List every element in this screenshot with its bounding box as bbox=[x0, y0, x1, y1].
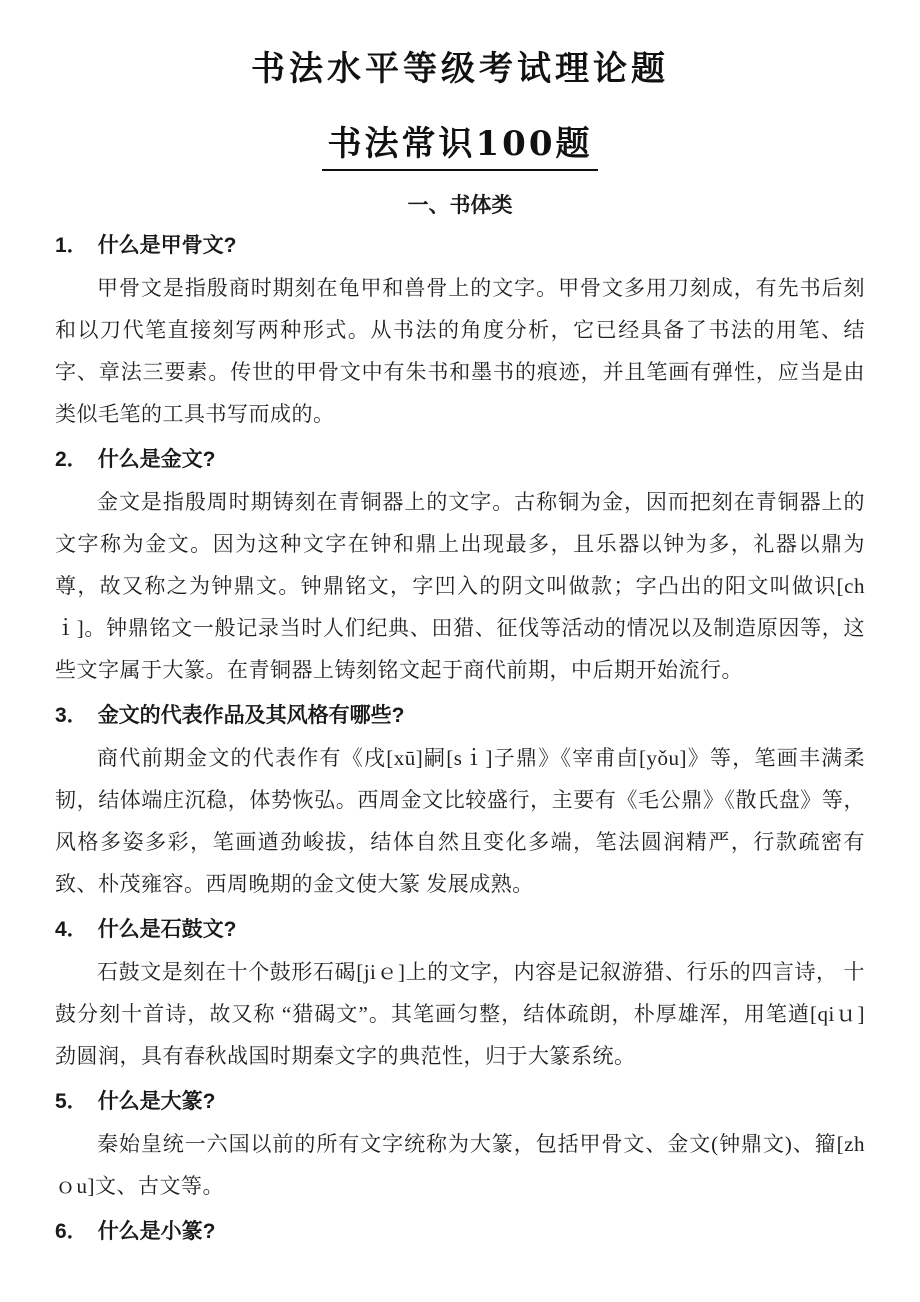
question-title: 什么是小篆? bbox=[97, 1220, 216, 1243]
question-item-2 bbox=[55, 439, 865, 691]
question-item-4 bbox=[55, 909, 865, 1077]
question-item-5 bbox=[55, 1081, 865, 1207]
question-number: 2． bbox=[55, 448, 88, 471]
question-item-3 bbox=[55, 695, 865, 905]
section-heading: 一、书体类 bbox=[407, 194, 513, 217]
question-title: 什么是大篆? bbox=[97, 1090, 216, 1113]
question-item-6 bbox=[55, 1211, 865, 1253]
question-answer-2: 金文是指殷周时期铸刻在青铜器上的文字。古称铜为金，因而把刻在青铜器上的文字称为金文。因为这种文字在钟和鼎上出现最多，且乐器以钟为多，礼器以鼎为尊，故又称之为钟鼎文。钟鼎铭文，字凹入的阴文叫做款；字凸出的阳文叫做识[chｉ]。钟鼎铭文一般记录当时人们纪典、田猎、征伐等活动的情况以及制造原因等，这些文字属于大篆。在青铜器上铸刻铭文起于商代前期，中后期开始流行。 bbox=[55, 490, 865, 682]
question-number: 4． bbox=[55, 918, 88, 941]
question-answer-1: 甲骨文是指殷商时期刻在龟甲和兽骨上的文字。甲骨文多用刀刻成，有先书后刻和以刀代笔直接刻写两种形式。从书法的角度分析，它已经具备了书法的用笔、结字、章法三要素。传世的甲骨文中有朱书和墨书的痕迹，并且笔画有弹性，应当是由类似毛笔的工具书写而成的。 bbox=[55, 276, 865, 426]
question-number: 6． bbox=[55, 1220, 88, 1243]
question-title: 什么是石鼓文? bbox=[97, 918, 237, 941]
question-heading-1 bbox=[55, 225, 865, 267]
question-answer-4: 石鼓文是刻在十个鼓形石碣[jiｅ]上的文字，内容是记叙游猎、行乐的四言诗， 十鼓分刻十首诗，故又称 “猎碣文”。其笔画匀整，结体疏朗，朴厚雄浑，用笔遒[qiｕ]劲圆润，具有春秋战国时期秦文字的典范性，归于大篆系统。 bbox=[55, 960, 865, 1068]
question-item-1 bbox=[55, 225, 865, 435]
document-subtitle-text: 书法常识100题 bbox=[322, 121, 599, 171]
question-title: 什么是甲骨文? bbox=[97, 234, 237, 257]
question-answer-5: 秦始皇统一六国以前的所有文字统称为大篆，包括甲骨文、金文(钟鼎文)、籀[zhｏu]文、古文等。 bbox=[55, 1132, 865, 1198]
question-heading-5 bbox=[55, 1081, 865, 1123]
question-title: 什么是金文? bbox=[97, 448, 216, 471]
question-heading-3 bbox=[55, 695, 865, 737]
document-subtitle bbox=[55, 121, 865, 171]
question-heading-2 bbox=[55, 439, 865, 481]
document-title: 书法水平等级考试理论题 bbox=[251, 49, 669, 89]
question-title: 金文的代表作品及其风格有哪些? bbox=[97, 704, 405, 727]
question-number: 3． bbox=[55, 704, 88, 727]
question-heading-6 bbox=[55, 1211, 865, 1253]
question-number: 1． bbox=[55, 234, 88, 257]
question-heading-4 bbox=[55, 909, 865, 951]
question-number: 5． bbox=[55, 1090, 88, 1113]
question-answer-3: 商代前期金文的代表作有《戌[xū]嗣[sｉ]子鼎》《宰甫卣[yǒu]》等，笔画丰满柔韧，结体端庄沉稳，体势恢弘。西周金文比较盛行，主要有《毛公鼎》《散氏盘》等，风格多姿多彩，笔画遒劲峻拔，结体自然且变化多端，笔法圆润精严，行款疏密有致、朴茂雍容。西周晚期的金文使大篆 发展成熟。 bbox=[55, 746, 865, 896]
